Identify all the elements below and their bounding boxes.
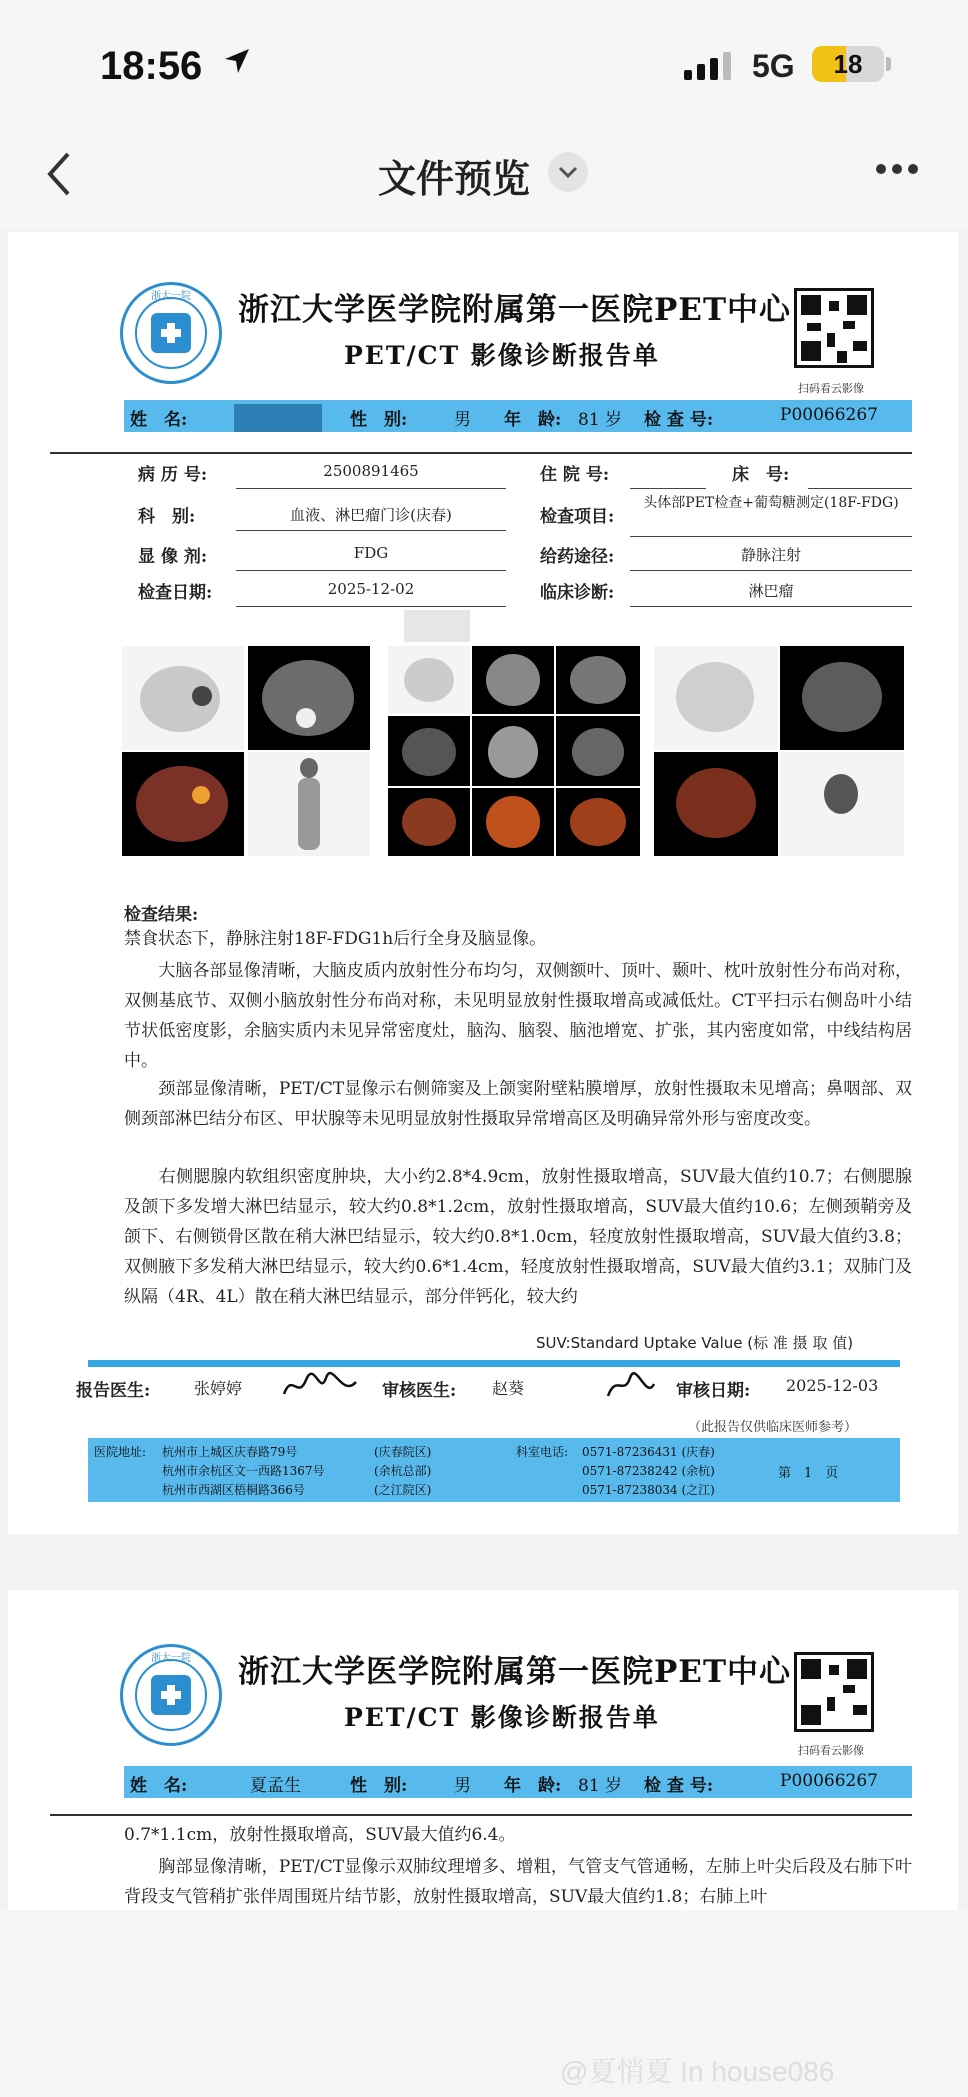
- redaction-block: [404, 610, 470, 642]
- clock: 18:56: [100, 44, 203, 88]
- page-title: 文件预览: [377, 157, 530, 201]
- title-dropdown-button[interactable]: [548, 152, 588, 192]
- result-paragraph: 右侧腮腺内软组织密度肿块，大小约2.8*4.9cm，放射性摄取增高，SUV最大值约10.7；右侧腮腺及颌下多发增大淋巴结显示，较大约0.8*1.2cm，放射性摄取增高，SUV最大值约10.6；左侧颈鞘旁及颌下、右侧锁骨区散在稍大淋巴结显示，较大约0.8*1.0cm，轻度放射性摄取增高，SUV最大值约3.8；双侧腋下多发稍大淋巴结显示，较大约0.6*1.4cm，轻度放射性摄取增高，SUV最大值约3.1；双肺门及纵隔（4R、4L）散在稍大淋巴结显示，部分伴钙化，较大约: [124, 1167, 912, 1307]
- clinical-diagnosis: 淋巴瘤: [748, 582, 794, 600]
- scan-image: [780, 646, 904, 750]
- report-subtitle: PET/CT 影像诊断报告单: [344, 1703, 660, 1732]
- hospital-logo: 浙大一院: [120, 282, 222, 384]
- scan-image: [556, 646, 640, 714]
- patient-sex: 男: [454, 410, 471, 430]
- qr-code[interactable]: [794, 288, 874, 368]
- battery-cap: [886, 57, 891, 71]
- footer-rule: [88, 1360, 900, 1367]
- doctor-signature-icon: [280, 1366, 360, 1406]
- scan-image: [472, 788, 554, 856]
- scan-image: [654, 646, 778, 750]
- exam-number: P00066267: [780, 1771, 878, 1791]
- scan-image: [388, 646, 470, 714]
- qr-code[interactable]: [794, 1652, 874, 1732]
- scan-image: [780, 752, 904, 856]
- status-bar: [0, 0, 968, 130]
- imaging-agent: FDG: [353, 544, 389, 562]
- result-paragraph: 胸部显像清晰，PET/CT显像示双肺纹理增多、增粗，气管支气管通畅，左肺上叶尖后段及右肺下叶背段支气管稍扩张伴周围斑片结节影，放射性摄取增高，SUV最大值约1.8；右肺上叶: [124, 1857, 912, 1907]
- qr-caption: 扫码看云影像: [798, 1744, 864, 1757]
- reviewer: 赵葵: [492, 1379, 525, 1398]
- scan-image: [472, 716, 554, 786]
- scan-image: [248, 752, 370, 856]
- scan-image: [472, 646, 554, 714]
- hospital-name: 浙江大学医学院附属第一医院PET中心: [238, 1654, 792, 1690]
- report-page-1[interactable]: 浙大一院 浙江大学医学院附属第一医院PET中心 PET/CT 影像诊断报告单 扫码看云影像 姓 名: 性 别: 男 年 龄: 81 岁 检 查 号: P00066267 病 历 号: 2500891465 住 院 号: 床 号: 科 别: 血液、淋巴瘤门诊(庆春) 检查项目: 头体部PET检查+葡萄糖测定(18F-FDG) 显 像 剂: FDG 给药途径: 静脉注射 检查日期: 2025-12-02 临床诊断: 淋巴瘤 检查结果: 禁食状态下，静脉注射18F-FDG1h后行全身及脑显像。 大脑各部显像清晰，大脑皮质内放射性分布均匀，双侧额叶、顶叶、颞叶、枕叶放射性分布尚对称，双侧基底节、双侧小脑放射性分布尚对称，未见明显放射性摄取增高或减低灶。CT平扫示右侧岛叶小结节状低密度影，余脑实质内未见异常密度灶，脑沟、脑裂、脑池增宽、扩张，其内密度如常，中线结构居中。 颈部显像清晰，PET/CT显像示右侧筛窦及上颌窦附壁粘膜增厚，放射性摄取未见增高；鼻咽部、双侧颈部淋巴结分布区、甲状腺等未见明显放射性摄取异常增高区及明确异常外形与密度改变。 右侧腮腺内软组织密度肿块，大小约2.8*4.9cm，放射性摄取增高，SUV最大值约10.7；右侧腮腺及颌下多发增大淋巴结显示，较大约0.8*1.2cm，放射性摄取增高，SUV最大值约10.6；左侧颈鞘旁及颌下、右侧锁骨区散在稍大淋巴结显示，较大约0.8*1.0cm，轻度放射性摄取增高，SUV最大值约3.8；双侧腋下多发稍大淋巴结显示，较大约0.6*1.4cm，轻度放射性摄取增高，SUV最大值约3.1；双肺门及纵隔（4R、4L）散在稍大淋巴结显示，部分伴钙化，较大约 SUV:Standard Uptake Value (标 准 摄 取 值) 报告医生: 张婷婷 审核医生: 赵葵 审核日期: 2025-12-03 （此报告仅供临床医师参考） 医院地址: 杭州市上城区庆春路79号 (庆春院区) 杭州市余杭区文一西路1367号 (余杭总部) 杭州市西湖区梧桐路366号 (之江院区) 科室电话: 0571-87236431 (庆春) 0571-87238242 (余杭) 0571-87238034 (之江) 第 1 页: [8, 232, 958, 1534]
- scan-image: [388, 716, 470, 786]
- scan-image: [654, 752, 778, 856]
- battery-icon: [812, 46, 884, 82]
- result-paragraph: 大脑各部显像清晰，大脑皮质内放射性分布均匀，双侧额叶、顶叶、颞叶、枕叶放射性分布尚对称，双侧基底节、双侧小脑放射性分布尚对称，未见明显放射性摄取增高或减低灶。CT平扫示右侧岛叶小结节状低密度影，余脑实质内未见异常密度灶，脑沟、脑裂、脑池增宽、扩张，其内密度如常，中线结构居中。: [124, 961, 912, 1071]
- patient-info-bar: 姓 名: 夏孟生 性 别: 男 年 龄: 81 岁 检 查 号: P00066267: [124, 1766, 912, 1798]
- location-arrow-icon: [222, 46, 252, 76]
- hospital-logo: 浙大一院: [120, 1644, 222, 1746]
- page-number: 第 1 页: [778, 1466, 839, 1481]
- department: 血液、淋巴瘤门诊(庆春): [290, 506, 452, 524]
- patient-info-bar: 姓 名: 性 别: 男 年 龄: 81 岁 检 查 号: P00066267: [124, 400, 912, 432]
- scan-image: [122, 752, 244, 856]
- scan-image: [248, 646, 370, 750]
- result-paragraph: 颈部显像清晰，PET/CT显像示右侧筛窦及上颌窦附壁粘膜增厚，放射性摄取未见增高；鼻咽部、双侧颈部淋巴结分布区、甲状腺等未见明显放射性摄取异常增高区及明确异常外形与密度改变。: [124, 1079, 912, 1129]
- watermark: @夏悄夏 In house086: [560, 2056, 835, 2087]
- network-type: 5G: [752, 48, 795, 84]
- admin-route: 静脉注射: [740, 546, 801, 564]
- more-options-icon[interactable]: [876, 164, 918, 174]
- report-doctor: 张婷婷: [194, 1379, 243, 1398]
- navigation-bar: [0, 130, 968, 230]
- exam-date: 2025-12-02: [327, 580, 415, 598]
- patient-age: 81 岁: [578, 1776, 623, 1796]
- patient-sex: 男: [454, 1776, 471, 1796]
- divider: [50, 452, 912, 454]
- hospital-name: 浙江大学医学院附属第一医院PET中心: [238, 292, 792, 328]
- result-paragraph: 0.7*1.1cm，放射性摄取增高，SUV最大值约6.4。: [124, 1825, 516, 1845]
- chevron-down-icon: [548, 152, 588, 192]
- result-paragraph: 禁食状态下，静脉注射18F-FDG1h后行全身及脑显像。: [124, 929, 547, 949]
- patient-name: 夏孟生: [250, 1776, 301, 1796]
- record-number: 2500891465: [323, 462, 419, 480]
- exam-item: 头体部PET检查+葡萄糖测定(18F-FDG): [643, 495, 899, 511]
- scan-image: [122, 646, 244, 750]
- divider: [50, 1814, 912, 1816]
- review-date: 2025-12-03: [786, 1376, 879, 1395]
- hospital-address-bar: 医院地址: 杭州市上城区庆春路79号 (庆春院区) 杭州市余杭区文一西路1367号 (余杭总部) 杭州市西湖区梧桐路366号 (之江院区) 科室电话: 0571-87236431 (庆春) 0571-87238242 (余杭) 0571-87238034 (之江) 第 1 页: [88, 1438, 900, 1502]
- report-page-2[interactable]: [8, 1590, 958, 1910]
- exam-number: P00066267: [780, 405, 878, 425]
- patient-age: 81 岁: [578, 410, 623, 430]
- suv-note: SUV:Standard Uptake Value (标 准 摄 取 值): [536, 1334, 854, 1352]
- disclaimer: （此报告仅供临床医师参考）: [688, 1420, 858, 1435]
- results-title: 检查结果:: [124, 905, 199, 925]
- report-subtitle: PET/CT 影像诊断报告单: [344, 341, 660, 370]
- redacted-name: [234, 404, 322, 432]
- scan-image: [388, 788, 470, 856]
- cellular-signal-icon: [684, 50, 731, 80]
- reviewer-signature-icon: [602, 1366, 658, 1406]
- scan-image: [556, 716, 640, 786]
- scan-image: [556, 788, 640, 856]
- qr-caption: 扫码看云影像: [798, 382, 864, 395]
- battery-percent: 18: [833, 49, 863, 79]
